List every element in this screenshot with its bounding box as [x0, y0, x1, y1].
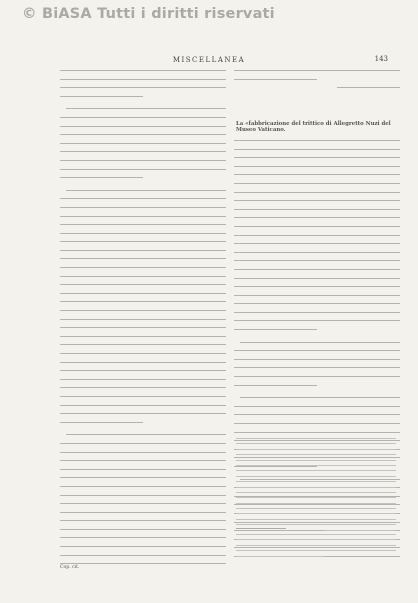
running-head: MISCELLANEA — [172, 56, 246, 64]
footnote-separator — [236, 528, 286, 529]
article-heading: La «fabbricazione del trittico di Allegretto Nuzi del Museo Vaticano. — [236, 121, 391, 133]
footnotes-block — [236, 438, 396, 535]
footnotes-block-lower — [236, 534, 396, 561]
right-column-top-text — [234, 70, 400, 96]
left-column-text — [60, 70, 226, 572]
left-footnote: Cop. cit. — [60, 565, 80, 570]
page-number: 143 — [374, 55, 388, 63]
watermark: © BiASA Tutti i diritti riservati — [22, 6, 275, 22]
